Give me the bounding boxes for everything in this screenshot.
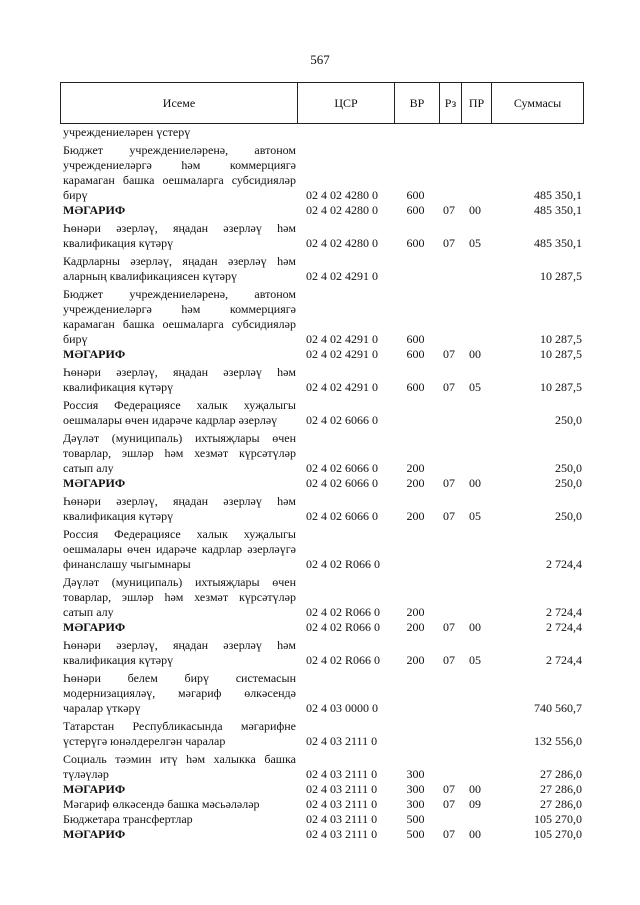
table-row (60, 221, 584, 251)
cell-sum: 485 350,1 (534, 203, 582, 217)
page-number: 567 (310, 52, 330, 67)
cell-csr: 02 4 03 2111 0 (306, 767, 378, 781)
cell-vr: 600 (406, 188, 425, 202)
cell-name: Һөнәри әзерләү, яңадан әзерләү һәм квалификация күтәрү (63, 638, 296, 667)
cell-name: Һөнәри әзерләү, яңадан әзерләү һәм квалификация күтәрү (63, 494, 296, 523)
cell-name: МӘГАРИФ (63, 620, 126, 634)
cell-rz: 07 (443, 782, 455, 796)
cell-name: Дәүләт (муниципаль) ихтыяҗлары өчен товарлар, эшләр һәм хезмәт күрсәтүләр сатып алу (63, 431, 296, 475)
cell-pr: 00 (469, 203, 481, 217)
cell-pr (460, 575, 490, 620)
cell-csr: 02 4 02 6066 0 (306, 461, 378, 475)
cell-csr: 02 4 03 2111 0 (306, 782, 378, 796)
cell-rz: 07 (443, 620, 455, 634)
cell-sum: 10 287,5 (540, 347, 582, 361)
cell-csr (296, 125, 393, 140)
cell-rz (438, 752, 460, 782)
cell-vr (393, 125, 438, 140)
cell-pr (460, 431, 490, 476)
header-sum: Суммасы (513, 95, 562, 110)
cell-rz: 07 (443, 827, 455, 841)
cell-pr (460, 527, 490, 572)
cell-name: Мәгариф өлкәсендә башка мәсьәләләр (63, 797, 260, 811)
cell-csr: 02 4 03 2111 0 (306, 827, 378, 841)
cell-rz (438, 527, 460, 572)
cell-pr: 05 (469, 509, 481, 523)
table-row (60, 143, 584, 203)
cell-vr: 200 (406, 620, 425, 634)
cell-csr: 02 4 02 6066 0 (306, 476, 378, 490)
cell-vr: 300 (406, 767, 425, 781)
cell-pr: 05 (469, 236, 481, 250)
cell-csr: 02 4 02 4291 0 (306, 269, 378, 283)
cell-name: МӘГАРИФ (63, 827, 126, 841)
cell-pr (460, 143, 490, 203)
cell-name: Бюджет учреждениеләренә, автоном учреждениеләргә һәм коммерциягә карамаган башка оешмаларга субсидияләр бирү (63, 143, 296, 202)
cell-vr (393, 254, 438, 284)
cell-sum: 250,0 (555, 413, 582, 427)
cell-vr: 200 (406, 653, 425, 667)
cell-pr: 05 (469, 380, 481, 394)
cell-pr (460, 125, 490, 140)
cell-rz: 07 (443, 347, 455, 361)
table-row (60, 671, 584, 716)
cell-csr: 02 4 02 R066 0 (306, 653, 381, 667)
table-row (60, 719, 584, 749)
cell-name: Һөнәри белем бирү системасын модернизацияләү, мәгариф өлкәсендә чаралар үткәрү (63, 671, 296, 715)
cell-vr: 600 (406, 236, 425, 250)
cell-csr: 02 4 02 4291 0 (306, 347, 378, 361)
table-row (60, 638, 584, 668)
table-row (60, 125, 584, 140)
cell-vr (393, 671, 438, 716)
cell-csr: 02 4 02 R066 0 (306, 620, 381, 634)
cell-rz (438, 254, 460, 284)
cell-vr: 300 (406, 782, 425, 796)
header-rz: Рз (440, 83, 462, 123)
cell-pr: 00 (469, 476, 481, 490)
cell-vr: 200 (406, 461, 425, 475)
table-row (60, 620, 584, 635)
cell-rz: 07 (443, 476, 455, 490)
cell-sum: 2 724,4 (546, 620, 582, 634)
table-row (60, 527, 584, 572)
cell-vr: 200 (406, 509, 425, 523)
cell-vr: 300 (406, 797, 425, 811)
cell-name: Россия Федерациясе халык хуҗалыгы оешмалары өчен идарәче кадрлар әзерләү (63, 398, 296, 427)
cell-rz: 07 (443, 509, 455, 523)
table-row (60, 782, 584, 797)
table-row (60, 494, 584, 524)
table-row (60, 365, 584, 395)
cell-sum: 485 350,1 (534, 236, 582, 250)
cell-csr: 02 4 02 4280 0 (306, 188, 378, 202)
cell-rz (438, 125, 460, 140)
cell-sum: 10 287,5 (540, 269, 582, 283)
cell-sum: 2 724,4 (546, 557, 582, 571)
cell-pr (460, 671, 490, 716)
cell-csr: 02 4 02 4280 0 (306, 203, 378, 217)
cell-rz (438, 398, 460, 428)
cell-vr (393, 527, 438, 572)
cell-rz: 07 (443, 203, 455, 217)
cell-pr: 05 (469, 653, 481, 667)
cell-pr (460, 398, 490, 428)
cell-csr: 02 4 02 R066 0 (306, 557, 381, 571)
cell-rz: 07 (443, 380, 455, 394)
cell-vr: 500 (406, 827, 425, 841)
cell-csr: 02 4 02 6066 0 (306, 509, 378, 523)
table-body (60, 125, 584, 842)
cell-rz: 07 (443, 236, 455, 250)
cell-rz: 07 (443, 797, 455, 811)
cell-name: Россия Федерациясе халык хуҗалыгы оешмалары өчен идарәче кадрлар әзерләүгә финанслашу чыгымнары (63, 527, 296, 571)
cell-csr: 02 4 02 R066 0 (306, 605, 381, 619)
cell-name: Социаль тәэмин итү һәм халыкка башка түләүләр (63, 752, 296, 781)
cell-sum: 105 270,0 (534, 812, 582, 826)
cell-pr (460, 287, 490, 347)
header-pr: ПР (462, 83, 492, 123)
cell-sum: 27 286,0 (540, 767, 582, 781)
cell-name: МӘГАРИФ (63, 476, 126, 490)
cell-sum: 740 560,7 (534, 701, 582, 715)
cell-pr (460, 719, 490, 749)
cell-sum: 105 270,0 (534, 827, 582, 841)
cell-pr: 00 (469, 827, 481, 841)
table-row (60, 203, 584, 218)
cell-name: МӘГАРИФ (63, 203, 126, 217)
cell-sum: 10 287,5 (540, 332, 582, 346)
cell-csr: 02 4 02 4280 0 (306, 236, 378, 250)
cell-vr: 200 (406, 476, 425, 490)
cell-sum: 27 286,0 (540, 782, 582, 796)
cell-sum: 10 287,5 (540, 380, 582, 394)
cell-csr: 02 4 03 2111 0 (306, 734, 378, 748)
table-row (60, 287, 584, 347)
cell-pr: 00 (469, 782, 481, 796)
header-csr: ЦСР (298, 83, 395, 123)
table-header (60, 82, 584, 124)
cell-rz (438, 287, 460, 347)
table-row (60, 812, 584, 827)
cell-vr: 600 (406, 203, 425, 217)
cell-sum: 485 350,1 (534, 188, 582, 202)
cell-csr: 02 4 03 2111 0 (306, 812, 378, 826)
table-row (60, 575, 584, 620)
cell-pr: 09 (469, 797, 481, 811)
table-row (60, 752, 584, 782)
cell-vr (393, 398, 438, 428)
table-row (60, 431, 584, 476)
table-row (60, 827, 584, 842)
cell-sum (490, 125, 584, 140)
cell-vr: 200 (406, 605, 425, 619)
header-vr: ВР (395, 83, 440, 123)
cell-rz (438, 671, 460, 716)
cell-sum: 132 556,0 (534, 734, 582, 748)
table-row (60, 347, 584, 362)
cell-name: Бюджетара трансфертлар (63, 812, 193, 826)
cell-name: МӘГАРИФ (63, 782, 126, 796)
cell-sum: 250,0 (555, 476, 582, 490)
header-name: Исеме (61, 83, 298, 123)
table-row (60, 254, 584, 284)
cell-name: Татарстан Республикасында мәгарифне үстерүгә юнәлдерелгән чаралар (63, 719, 296, 748)
cell-rz: 07 (443, 653, 455, 667)
cell-rz (438, 431, 460, 476)
cell-name: учреждениеләрен үстерү (63, 125, 191, 139)
cell-sum: 2 724,4 (546, 653, 582, 667)
cell-name: Дәүләт (муниципаль) ихтыяҗлары өчен товарлар, эшләр һәм хезмәт күрсәтүләр сатып алу (63, 575, 296, 619)
cell-vr (393, 719, 438, 749)
cell-pr (460, 254, 490, 284)
cell-vr: 600 (406, 332, 425, 346)
cell-rz (438, 143, 460, 203)
cell-rz (438, 575, 460, 620)
cell-csr: 02 4 02 4291 0 (306, 332, 378, 346)
cell-csr: 02 4 02 6066 0 (306, 413, 378, 427)
cell-vr: 600 (406, 380, 425, 394)
cell-pr (460, 812, 490, 827)
cell-sum: 2 724,4 (546, 605, 582, 619)
cell-name: МӘГАРИФ (63, 347, 126, 361)
cell-pr: 00 (469, 347, 481, 361)
cell-sum: 250,0 (555, 461, 582, 475)
cell-vr: 600 (406, 347, 425, 361)
cell-name: Һөнәри әзерләү, яңадан әзерләү һәм квалификация күтәрү (63, 221, 296, 250)
cell-sum: 250,0 (555, 509, 582, 523)
cell-vr: 500 (406, 812, 425, 826)
table-row (60, 797, 584, 812)
cell-name: Кадрларны әзерләү, яңадан әзерләү һәм аларның квалификациясен күтәрү (63, 254, 296, 283)
cell-pr (460, 752, 490, 782)
cell-sum: 27 286,0 (540, 797, 582, 811)
table-row (60, 476, 584, 491)
cell-csr: 02 4 03 0000 0 (306, 701, 378, 715)
cell-pr: 00 (469, 620, 481, 634)
cell-csr: 02 4 02 4291 0 (306, 380, 378, 394)
cell-name: Бюджет учреждениеләренә, автоном учреждениеләргә һәм коммерциягә карамаган башка оешмаларга субсидияләр бирү (63, 287, 296, 346)
table-row (60, 398, 584, 428)
cell-rz (438, 719, 460, 749)
cell-rz (438, 812, 460, 827)
cell-csr: 02 4 03 2111 0 (306, 797, 378, 811)
cell-name: Һөнәри әзерләү, яңадан әзерләү һәм квалификация күтәрү (63, 365, 296, 394)
